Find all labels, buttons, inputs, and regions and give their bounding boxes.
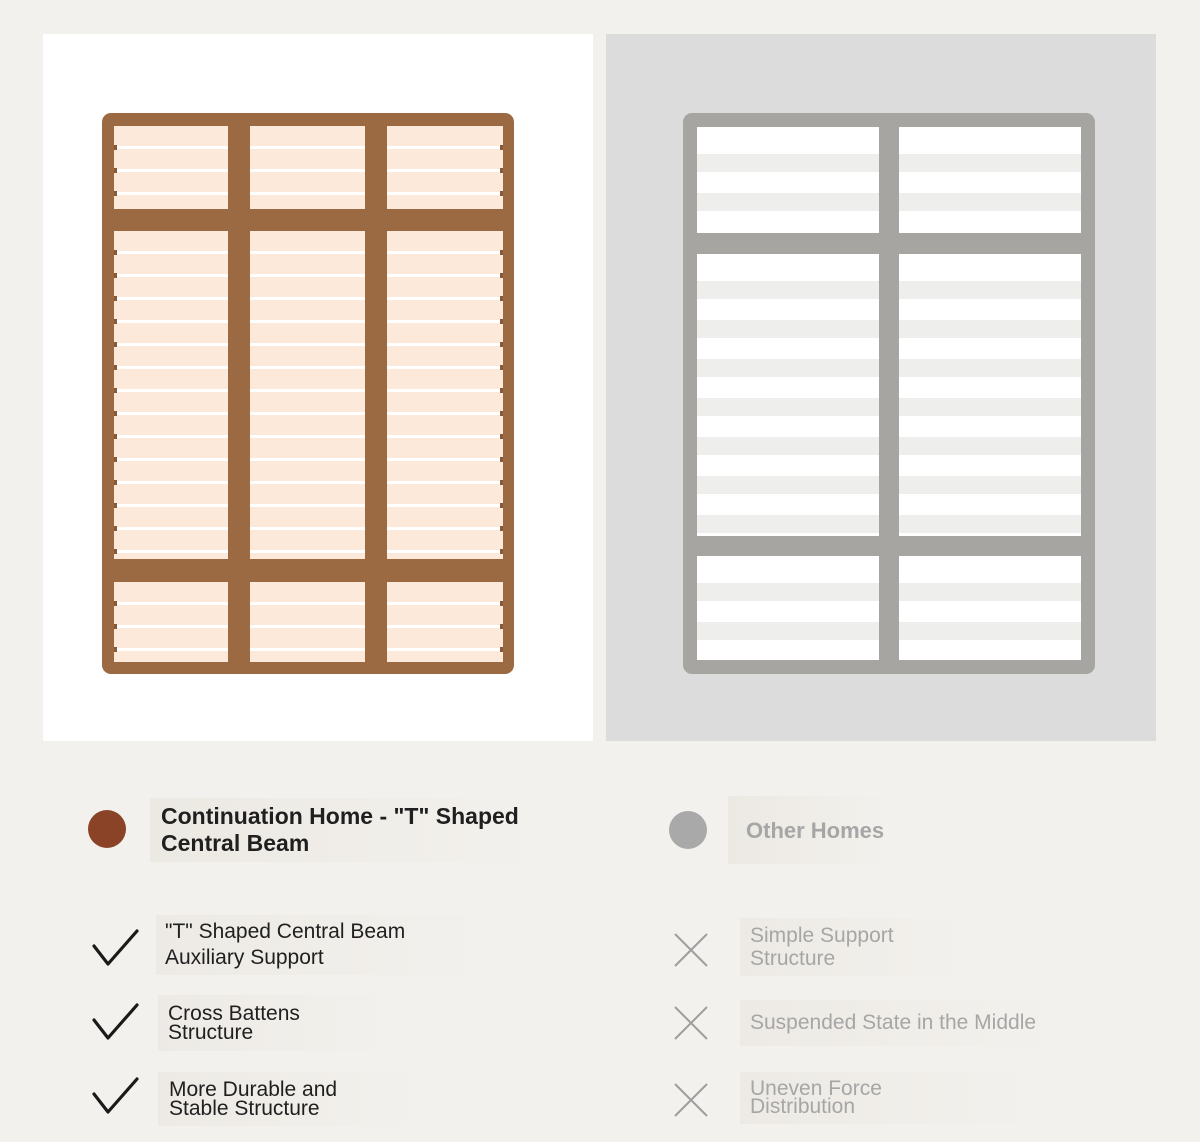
feature-text: Simple Support Structure bbox=[750, 924, 894, 970]
brand-legend-label-box bbox=[150, 798, 540, 862]
other-homes-panel bbox=[606, 34, 1156, 741]
other-legend-label-box bbox=[728, 796, 890, 864]
feature-text: Uneven Force Distribution bbox=[750, 1077, 882, 1118]
feature-item bbox=[158, 1072, 420, 1126]
t-beam-bed-frame-diagram bbox=[43, 34, 593, 741]
feature-item bbox=[158, 995, 388, 1051]
feature-item bbox=[156, 915, 486, 975]
checkmark-icon bbox=[92, 928, 140, 968]
checkmark-icon bbox=[92, 1002, 140, 1042]
feature-text: Suspended State in the Middle bbox=[750, 1011, 1037, 1034]
brand-legend-label: Continuation Home - "T" Shaped Central Beam bbox=[161, 803, 519, 856]
other-legend-dot bbox=[669, 811, 707, 849]
other-legend-label: Other Homes bbox=[746, 817, 885, 843]
simple-bed-frame-diagram bbox=[606, 34, 1156, 741]
feature-text: Cross Battens Structure bbox=[168, 1002, 300, 1044]
feature-item bbox=[740, 918, 965, 976]
feature-item bbox=[740, 1072, 1035, 1124]
feature-item bbox=[740, 1000, 1060, 1046]
cross-icon bbox=[673, 932, 709, 968]
feature-text: More Durable and Stable Structure bbox=[169, 1078, 338, 1120]
cross-icon bbox=[673, 1005, 709, 1041]
continuation-home-panel bbox=[43, 34, 593, 741]
cross-icon bbox=[673, 1082, 709, 1118]
brand-legend-dot bbox=[88, 810, 126, 848]
checkmark-icon bbox=[92, 1076, 140, 1116]
feature-text: "T" Shaped Central Beam Auxiliary Support bbox=[165, 920, 406, 969]
